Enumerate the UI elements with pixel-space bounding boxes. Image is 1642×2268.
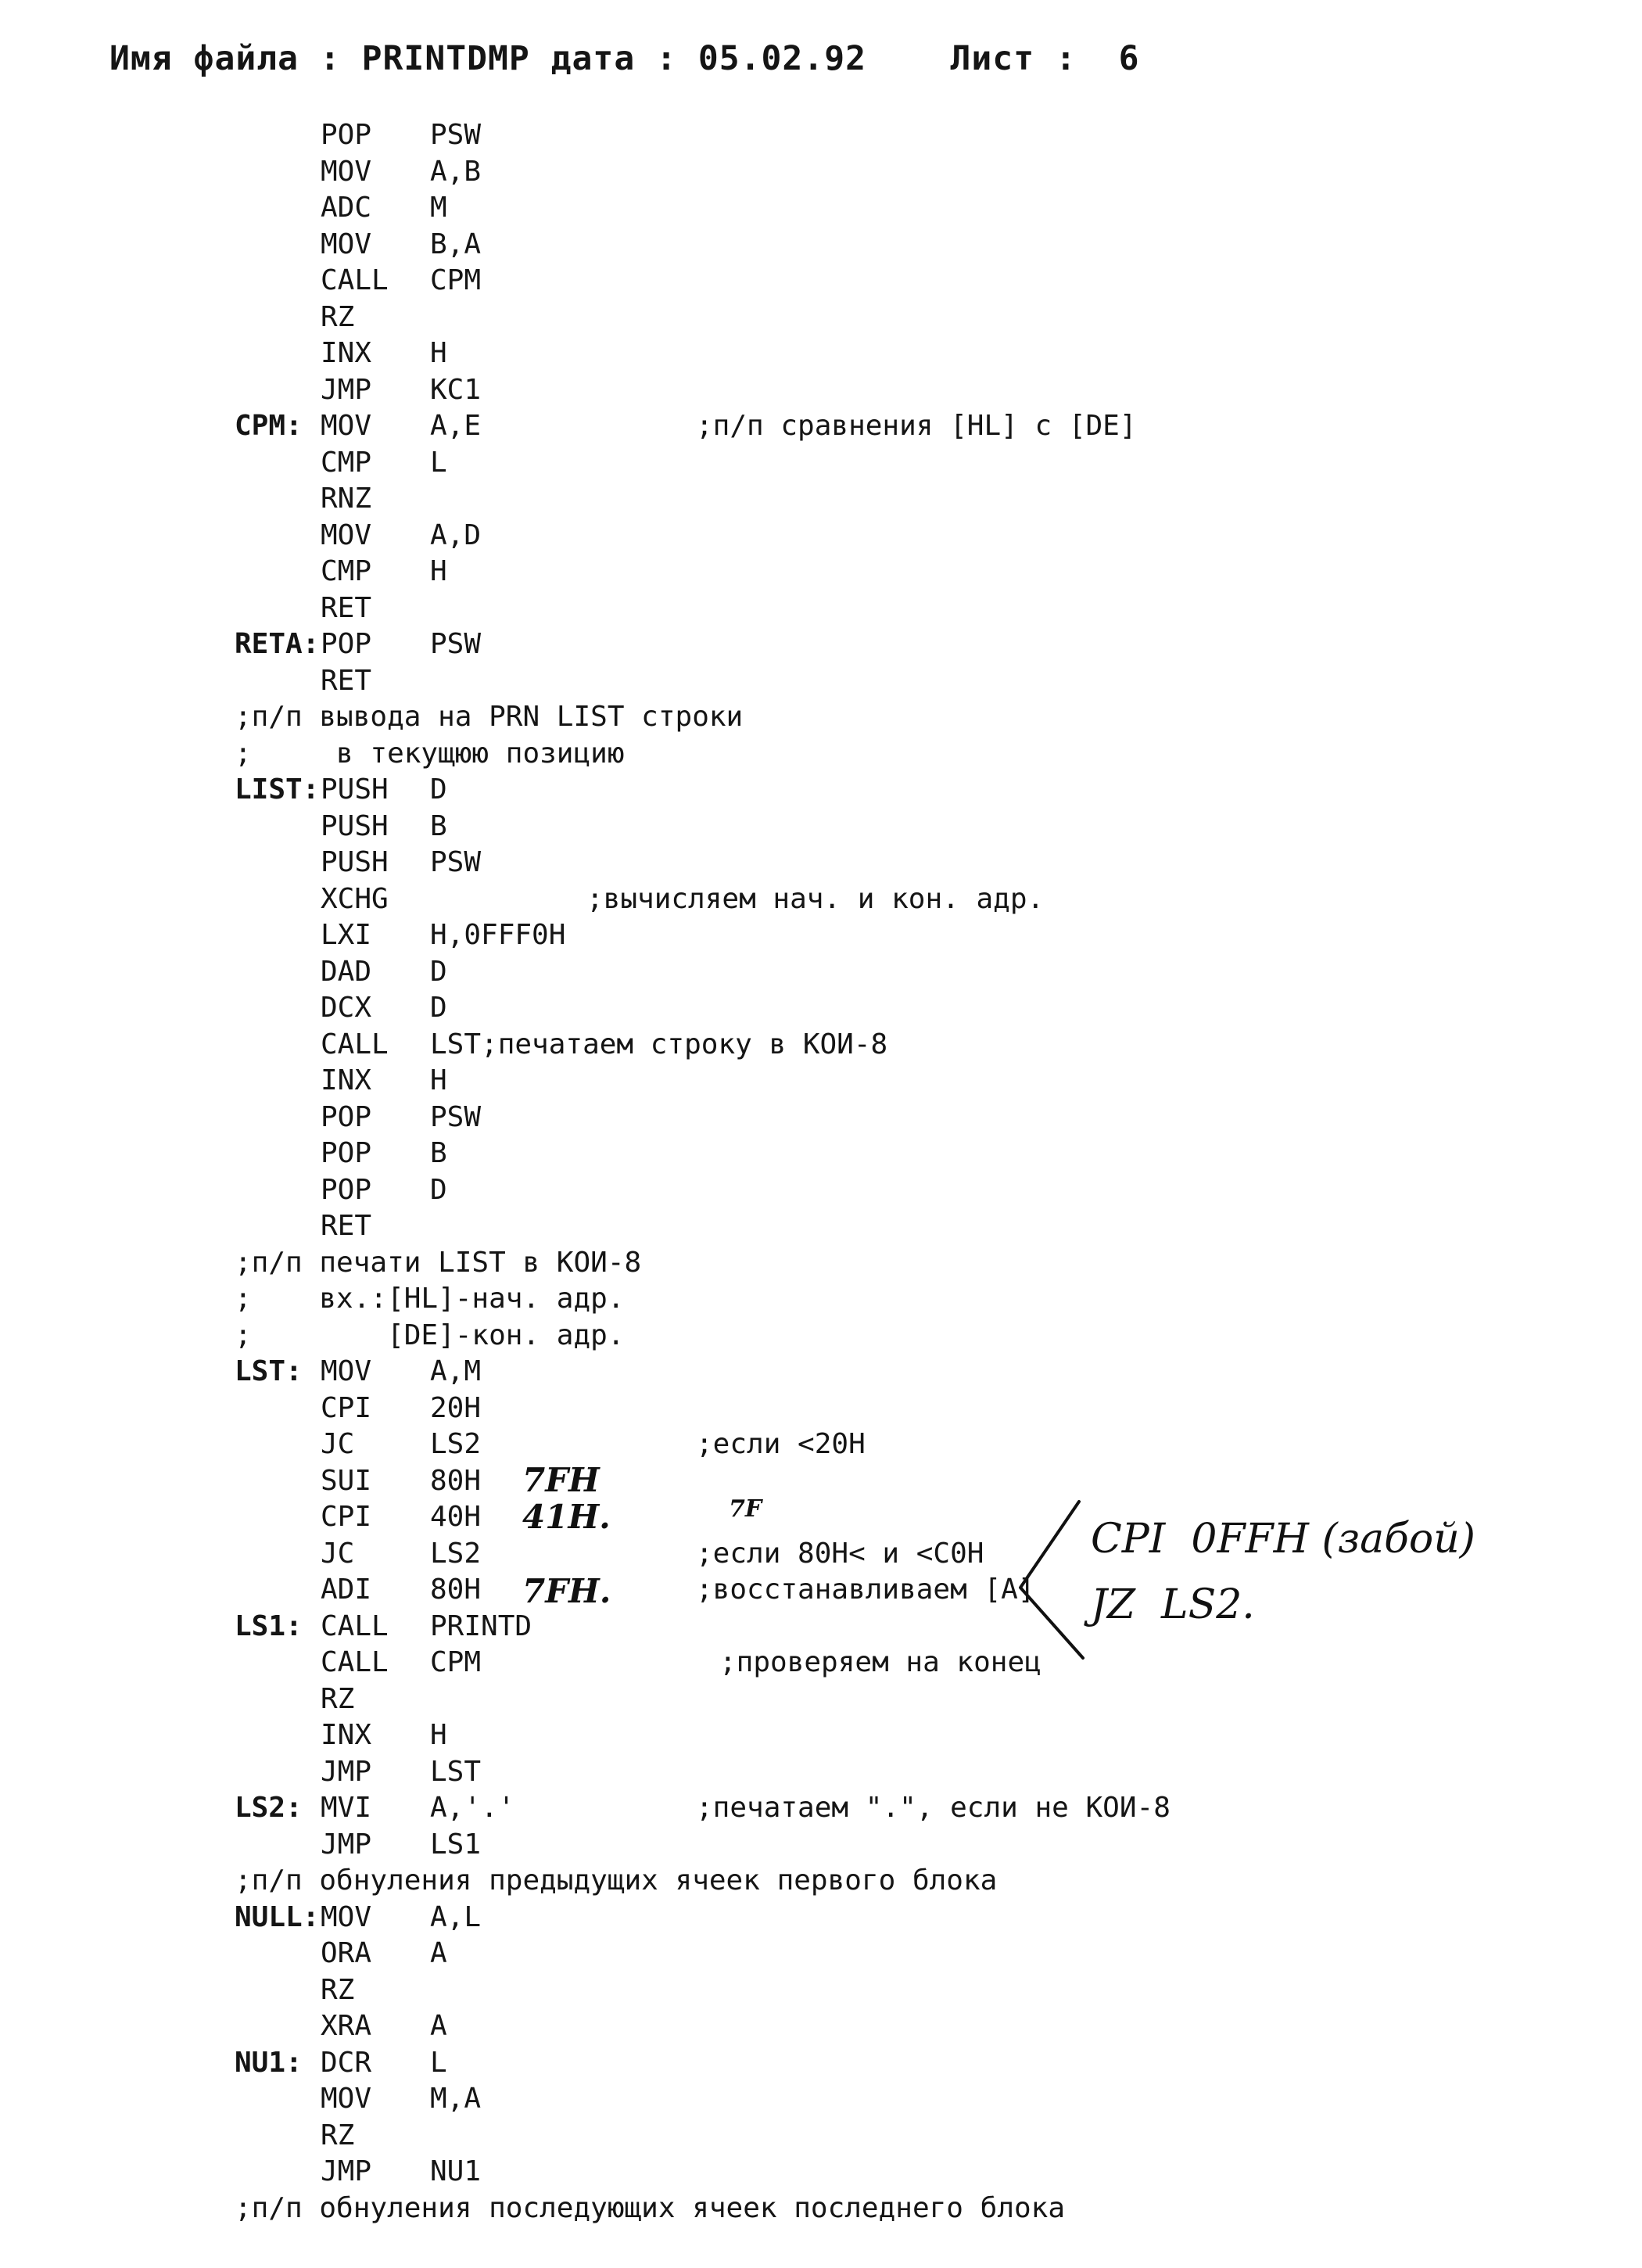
code-operand: B: [430, 809, 447, 842]
code-comment: ;печатаем ".", если не КОИ-8: [696, 1792, 1171, 1824]
code-opcode: DCR: [321, 2046, 372, 2079]
code-line: [235, 1172, 1603, 1209]
code-opcode: MOV: [321, 155, 372, 188]
code-line: [235, 1027, 1603, 1064]
code-opcode: RZ: [321, 1682, 355, 1715]
code-line: [235, 772, 1603, 809]
code-operand: D: [430, 1173, 447, 1206]
code-opcode: POP: [321, 1100, 372, 1133]
code-line: [235, 1463, 1603, 1500]
code-line: [235, 1900, 1603, 1936]
code-opcode: MOV: [321, 1900, 372, 1933]
code-label: LST:: [235, 1355, 303, 1387]
code-comment: ;восстанавливаем [A]: [696, 1574, 1035, 1606]
code-line: [235, 1063, 1603, 1100]
code-line: [235, 1609, 1603, 1645]
handwritten-insert-line-2: JZ LS2.: [1091, 1581, 1255, 1628]
code-line: [235, 227, 1603, 264]
code-opcode: RZ: [321, 2119, 355, 2151]
code-opcode: RET: [321, 591, 372, 624]
code-comment: ;п/п обнуления предыдущих ячеек первого блока: [235, 1864, 998, 1897]
code-operand: M: [430, 192, 447, 224]
code-label: CPM:: [235, 410, 303, 442]
code-opcode: JMP: [321, 373, 372, 406]
code-opcode: POP: [321, 1137, 372, 1169]
code-line: [235, 590, 1603, 627]
code-opcode: JC: [321, 1428, 355, 1460]
code-operand: L: [430, 446, 447, 479]
code-opcode: ORA: [321, 1937, 372, 1969]
code-line: [235, 2191, 1603, 2227]
code-operand: B,A: [430, 228, 482, 260]
code-line: [235, 1281, 1603, 1318]
code-line: [235, 1827, 1603, 1864]
code-opcode: RZ: [321, 1973, 355, 2006]
code-operand: M,A: [430, 2083, 482, 2115]
code-line: [235, 663, 1603, 700]
code-operand: CPM: [430, 264, 482, 296]
handwritten-note-sui: 7FH: [522, 1461, 600, 1499]
code-line: [235, 1136, 1603, 1172]
code-line: [235, 2081, 1603, 2118]
code-comment: ;если 80H< и <C0H: [696, 1537, 984, 1570]
code-opcode: MOV: [321, 519, 372, 551]
code-opcode: JMP: [321, 1828, 372, 1861]
code-operand: NU1: [430, 2155, 482, 2187]
code-line: [235, 881, 1603, 918]
handwritten-insert-line-1: CPI 0FFH (забой): [1091, 1516, 1475, 1563]
code-opcode: JMP: [321, 1755, 372, 1788]
code-operand: A,L: [430, 1900, 482, 1933]
code-line: [235, 154, 1603, 191]
code-opcode: DCX: [321, 992, 372, 1024]
code-line: [235, 1318, 1603, 1355]
code-opcode: XCHG: [321, 882, 389, 915]
code-opcode: PUSH: [321, 773, 389, 806]
code-opcode: CMP: [321, 446, 372, 479]
code-line: [235, 1391, 1603, 1427]
code-comment: ;п/п печати LIST в КОИ-8: [235, 1246, 642, 1279]
code-opcode: INX: [321, 1064, 372, 1096]
code-opcode: CALL: [321, 1646, 389, 1678]
code-line: [235, 2045, 1603, 2082]
code-comment: ;п/п обнуления последующих ячеек последнего блока: [235, 2191, 1066, 2224]
code-operand: A: [430, 2010, 447, 2042]
code-opcode: POP: [321, 628, 372, 660]
code-opcode: JMP: [321, 2155, 372, 2187]
code-opcode: RET: [321, 1210, 372, 1242]
code-operand: PSW: [430, 628, 482, 660]
code-opcode: SUI: [321, 1464, 372, 1497]
code-line: [235, 1245, 1603, 1282]
code-listing: [235, 117, 1603, 2227]
code-opcode: ADC: [321, 192, 372, 224]
code-line: [235, 954, 1603, 991]
code-operand: PSW: [430, 846, 482, 878]
code-line: [235, 1754, 1603, 1791]
code-operand: H: [430, 555, 447, 587]
code-line: [235, 1790, 1603, 1827]
code-operand: A,E: [430, 410, 482, 442]
code-opcode: LXI: [321, 919, 372, 951]
code-label: RETA:: [235, 628, 320, 660]
code-opcode: CALL: [321, 264, 389, 296]
handwritten-note-adi: 7FH.: [522, 1572, 611, 1610]
code-operand: D: [430, 992, 447, 1024]
code-line: [235, 190, 1603, 227]
code-line: [235, 1208, 1603, 1245]
code-line: [235, 445, 1603, 482]
code-operand: PRINTD: [430, 1609, 532, 1642]
code-label: LS2:: [235, 1792, 303, 1824]
code-line: [235, 1681, 1603, 1718]
code-comment: ; [DE]-кон. адр.: [235, 1319, 625, 1351]
code-operand: KC1: [430, 373, 482, 406]
code-operand: H,0FFF0H: [430, 919, 566, 951]
code-operand: 40H: [430, 1501, 482, 1533]
code-line: [235, 300, 1603, 336]
code-opcode: XRA: [321, 2010, 372, 2042]
code-label: NULL:: [235, 1900, 320, 1933]
code-operand: A,M: [430, 1355, 482, 1387]
code-line: [235, 1572, 1603, 1609]
handwritten-note-jc: 7F: [729, 1495, 762, 1523]
handwritten-note-cpi: 41H.: [522, 1498, 611, 1536]
page-header: Имя файла : PRINTDMP дата : 05.02.92 Лист : 6: [109, 39, 1140, 78]
code-operand: D: [430, 955, 447, 988]
code-opcode: MOV: [321, 410, 372, 442]
code-opcode: MOV: [321, 228, 372, 260]
code-line: [235, 2008, 1603, 2045]
handwritten-bracket-mark: [1005, 1490, 1099, 1670]
code-line: [235, 845, 1603, 881]
code-line: [235, 2118, 1603, 2155]
code-opcode: PUSH: [321, 846, 389, 878]
code-opcode: CPI: [321, 1391, 372, 1424]
code-label: LIST:: [235, 773, 320, 806]
code-operand: LST: [430, 1755, 482, 1788]
code-operand: LS2: [430, 1428, 482, 1460]
code-opcode: POP: [321, 119, 372, 151]
code-operand: H: [430, 337, 447, 369]
code-line: [235, 1426, 1603, 1463]
code-operand: D: [430, 773, 447, 806]
code-line: [235, 481, 1603, 518]
code-operand: LS2: [430, 1537, 482, 1570]
code-opcode: MOV: [321, 2083, 372, 2115]
code-operand: A,'.': [430, 1792, 515, 1824]
code-operand: 20H: [430, 1391, 482, 1424]
code-operand: PSW: [430, 119, 482, 151]
code-operand: H: [430, 1064, 447, 1096]
code-line: [235, 372, 1603, 409]
code-opcode: RNZ: [321, 483, 372, 515]
code-operand: 80H: [430, 1574, 482, 1606]
code-operand: 80H: [430, 1464, 482, 1497]
code-line: [235, 1936, 1603, 1972]
code-operand: L: [430, 2046, 447, 2079]
code-operand: A,B: [430, 155, 482, 188]
code-line: [235, 408, 1603, 445]
code-opcode: CMP: [321, 555, 372, 587]
code-line: [235, 1972, 1603, 2009]
code-comment: ;вычисляем нач. и кон. адр.: [586, 882, 1045, 915]
code-comment: ;если <20H: [696, 1428, 866, 1460]
code-comment: ; в текущюю позицию: [235, 737, 625, 770]
code-label: LS1:: [235, 1609, 303, 1642]
code-operand: PSW: [430, 1100, 482, 1133]
code-opcode: RET: [321, 664, 372, 697]
code-opcode: DAD: [321, 955, 372, 988]
code-opcode: CPI: [321, 1501, 372, 1533]
code-line: [235, 336, 1603, 372]
code-line: [235, 1354, 1603, 1391]
code-line: [235, 809, 1603, 845]
code-opcode: JC: [321, 1537, 355, 1570]
code-comment: ;п/п сравнения [HL] с [DE]: [696, 410, 1137, 442]
code-line: [235, 1863, 1603, 1900]
code-line: [235, 263, 1603, 300]
code-label: NU1:: [235, 2046, 303, 2079]
code-opcode: CALL: [321, 1028, 389, 1060]
code-opcode: INX: [321, 337, 372, 369]
code-line: [235, 736, 1603, 773]
code-line: [235, 699, 1603, 736]
code-opcode: PUSH: [321, 809, 389, 842]
code-opcode: POP: [321, 1173, 372, 1206]
code-opcode: RZ: [321, 300, 355, 333]
code-opcode: CALL: [321, 1609, 389, 1642]
code-line: [235, 626, 1603, 663]
code-line: [235, 1717, 1603, 1754]
code-line: [235, 554, 1603, 590]
code-operand: A: [430, 1937, 447, 1969]
code-line: [235, 990, 1603, 1027]
code-operand: A,D: [430, 519, 482, 551]
code-operand: LST;печатаем строку в КОИ-8: [430, 1028, 888, 1060]
code-opcode: INX: [321, 1719, 372, 1751]
code-line: [235, 117, 1603, 154]
code-operand: CPM: [430, 1646, 482, 1678]
code-comment: ;п/п вывода на PRN LIST строки: [235, 701, 744, 733]
code-opcode: ADI: [321, 1574, 372, 1606]
code-line: [235, 1645, 1603, 1681]
code-operand: LS1: [430, 1828, 482, 1861]
code-comment: ; вх.:[HL]-нач. адр.: [235, 1283, 625, 1315]
code-line: [235, 518, 1603, 554]
code-comment: ;проверяем на конец: [719, 1646, 1041, 1678]
code-line: [235, 2154, 1603, 2191]
code-opcode: MVI: [321, 1792, 372, 1824]
code-opcode: MOV: [321, 1355, 372, 1387]
code-operand: B: [430, 1137, 447, 1169]
code-line: [235, 917, 1603, 954]
code-operand: H: [430, 1719, 447, 1751]
code-line: [235, 1100, 1603, 1136]
